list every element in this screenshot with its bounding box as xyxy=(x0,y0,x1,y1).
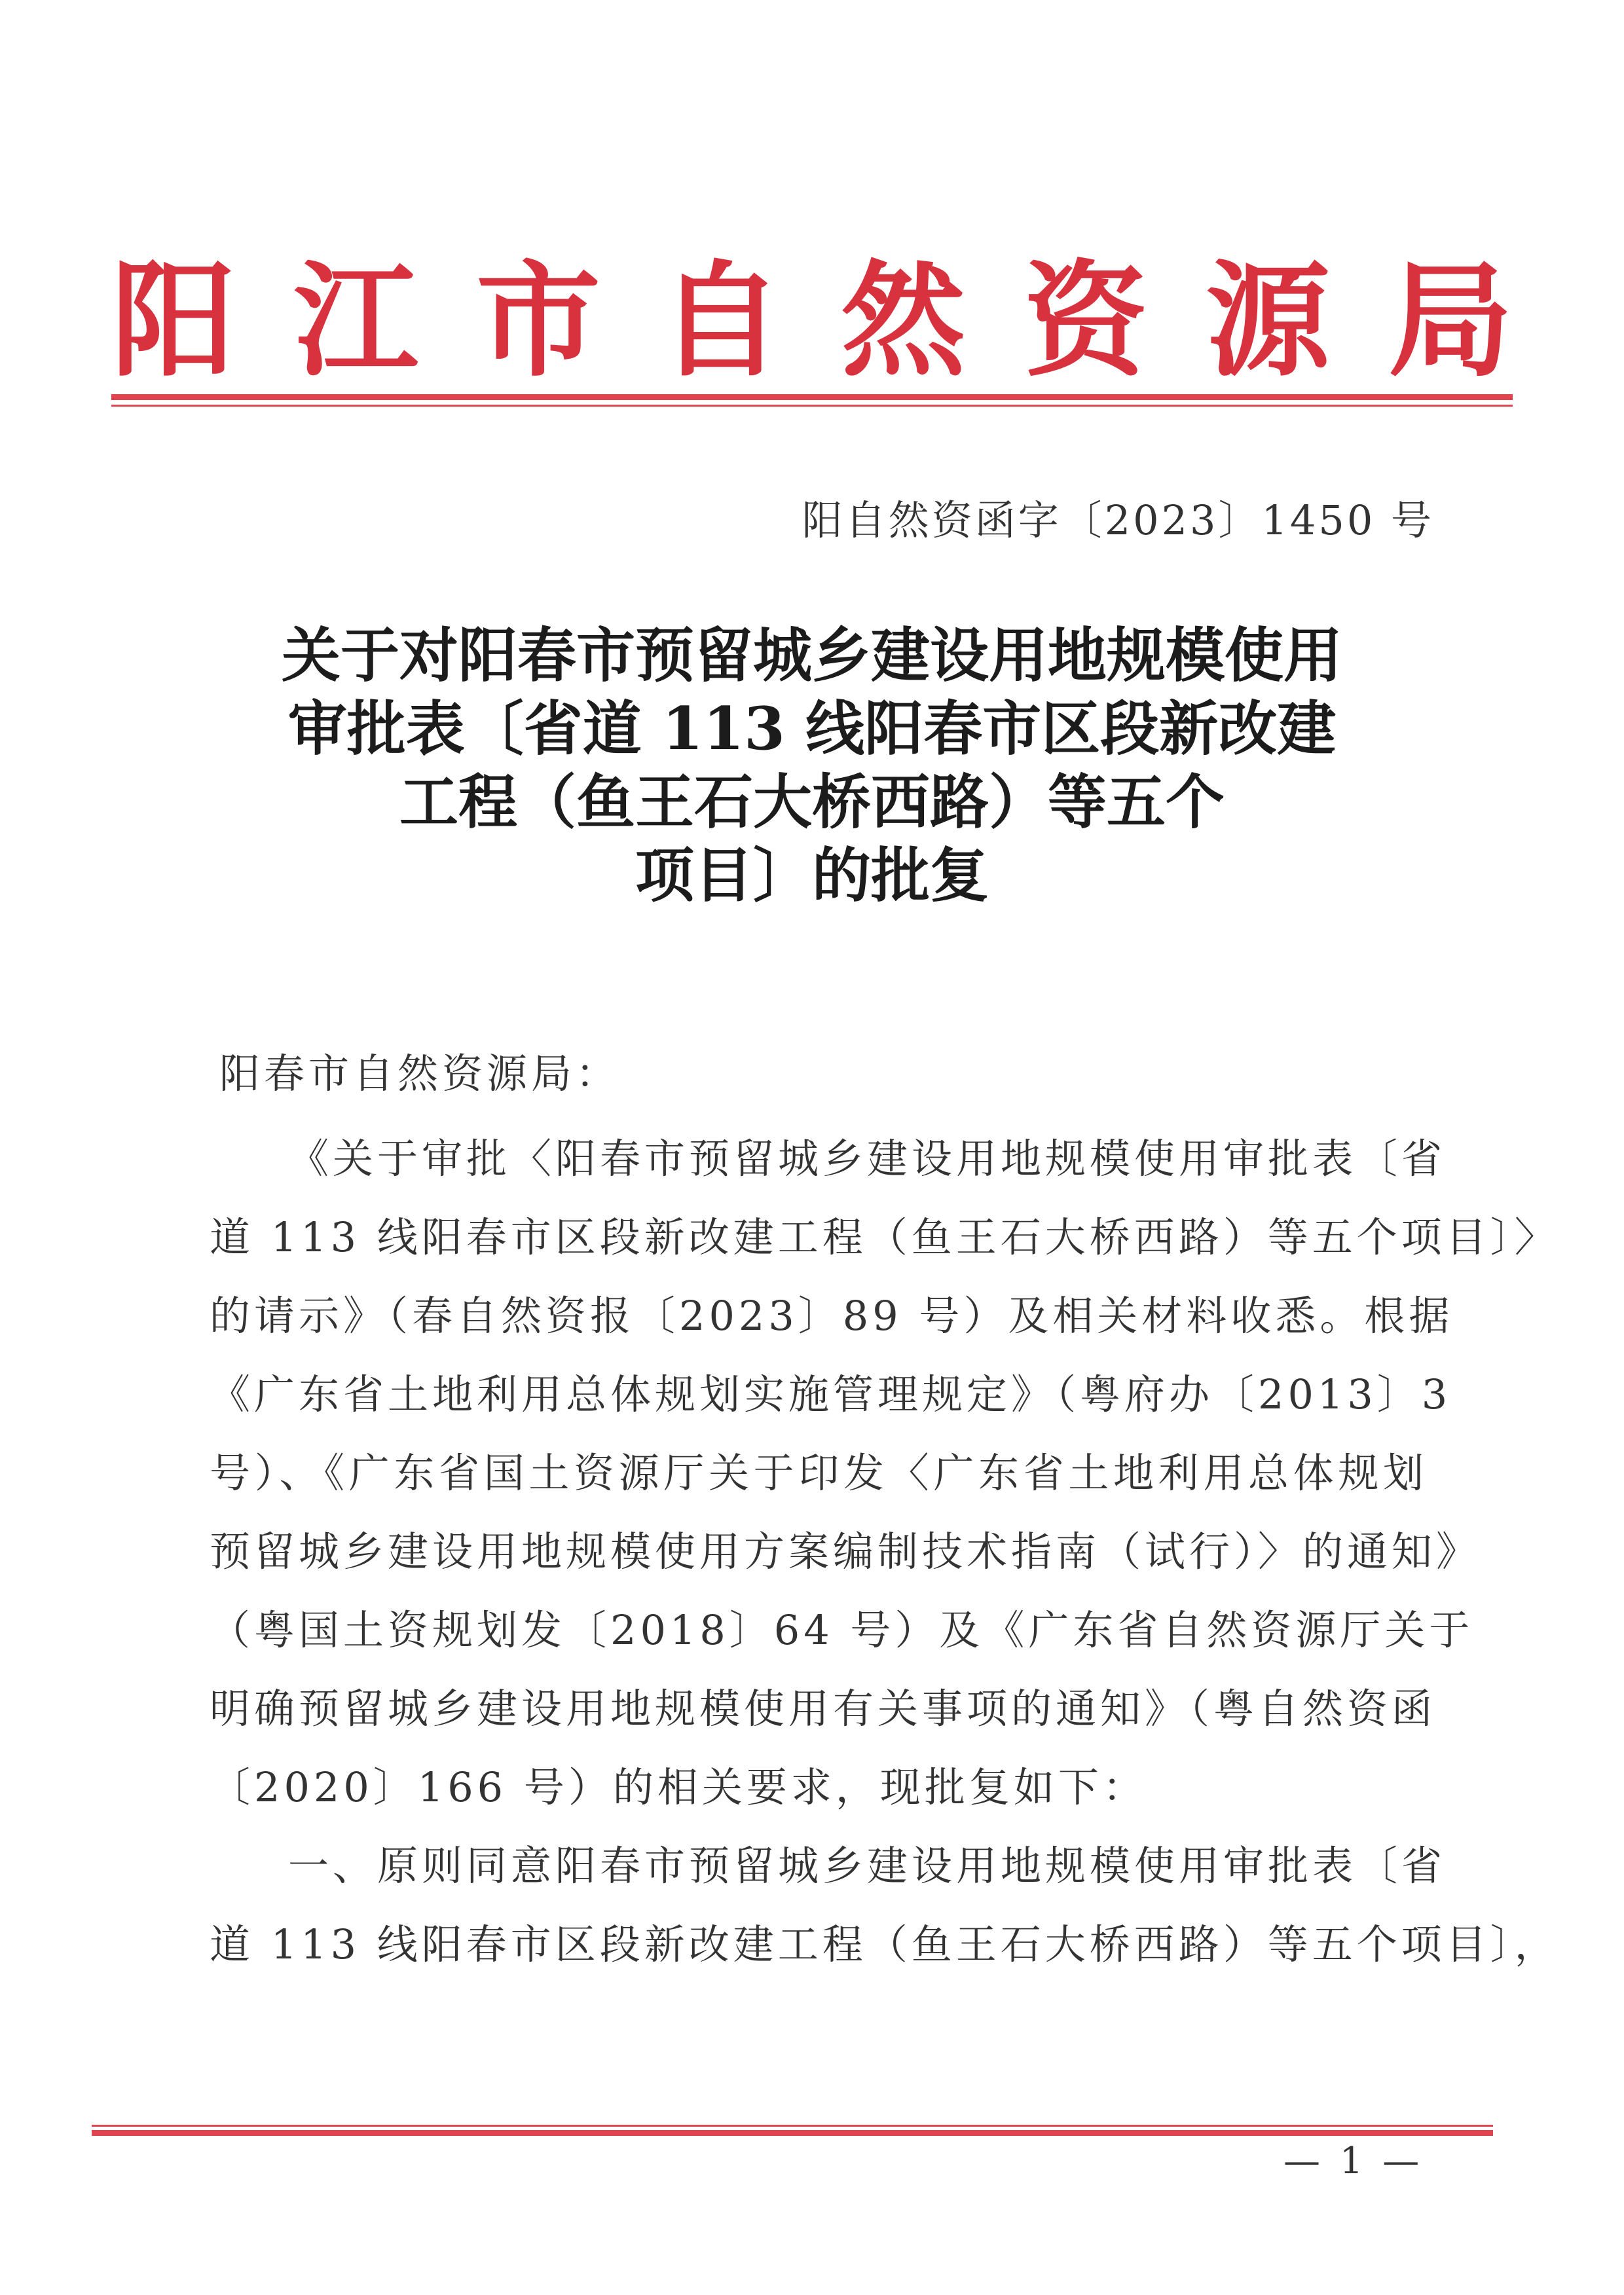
body-line: 《广东省土地利用总体规划实施管理规定》（粤府办〔2013〕3 xyxy=(210,1370,1452,1418)
body-line: 道 113 线阳春市区段新改建工程（鱼王石大桥西路）等五个项目〕〉 xyxy=(210,1213,1559,1261)
masthead-char: 阳 xyxy=(111,248,236,394)
body-line: 道 113 线阳春市区段新改建工程（鱼王石大桥西路）等五个项目〕， xyxy=(210,1920,1559,1968)
body-line: 的请示》（春自然资报〔2023〕89 号）及相关材料收悉。根据 xyxy=(210,1292,1454,1340)
footer-divider-thick xyxy=(92,2130,1493,2136)
addressee: 阳春市自然资源局： xyxy=(219,1050,621,1097)
masthead-char: 然 xyxy=(841,248,966,394)
masthead-char: 市 xyxy=(476,248,601,394)
document-title xyxy=(196,619,1428,912)
footer-divider-thin xyxy=(92,2125,1493,2127)
title-line: 项目〕的批复 xyxy=(635,841,989,910)
masthead-char: 资 xyxy=(1023,248,1148,394)
body-line: 预留城乡建设用地规模使用方案编制技术指南（试行）〉的通知》 xyxy=(210,1528,1481,1575)
title-line: 审批表〔省道 113 线阳春市区段新改建 xyxy=(287,694,1337,763)
body-line: 号）、《广东省国土资源厅关于印发〈广东省土地利用总体规划 xyxy=(210,1449,1428,1497)
masthead-char: 自 xyxy=(658,248,783,394)
body-line: 一、原则同意阳春市预留城乡建设用地规模使用审批表〔省 xyxy=(288,1842,1447,1890)
body-line: （粤国土资规划发〔2018〕64 号）及《广东省自然资源厅关于 xyxy=(210,1606,1474,1654)
document-number: 阳自然资函字〔2023〕1450 号 xyxy=(802,496,1434,544)
title-line: 关于对阳春市预留城乡建设用地规模使用 xyxy=(282,621,1342,690)
masthead-divider-thin xyxy=(111,405,1513,407)
title-line: 工程（鱼王石大桥西路）等五个 xyxy=(399,767,1225,837)
body-line: 明确预留城乡建设用地规模使用有关事项的通知》（粤自然资函 xyxy=(210,1685,1437,1733)
body-line: 《关于审批〈阳春市预留城乡建设用地规模使用审批表〔省 xyxy=(288,1135,1447,1183)
masthead-issuer xyxy=(111,249,1513,393)
masthead-divider-thick xyxy=(111,394,1513,400)
page-number: — 1 — xyxy=(1283,2140,1424,2182)
masthead-char: 源 xyxy=(1206,248,1331,394)
body-line: 〔2020〕166 号）的相关要求，现批复如下： xyxy=(210,1763,1147,1811)
masthead-char: 局 xyxy=(1388,248,1513,394)
body-text xyxy=(210,1120,1559,1984)
masthead-char: 江 xyxy=(293,248,418,394)
